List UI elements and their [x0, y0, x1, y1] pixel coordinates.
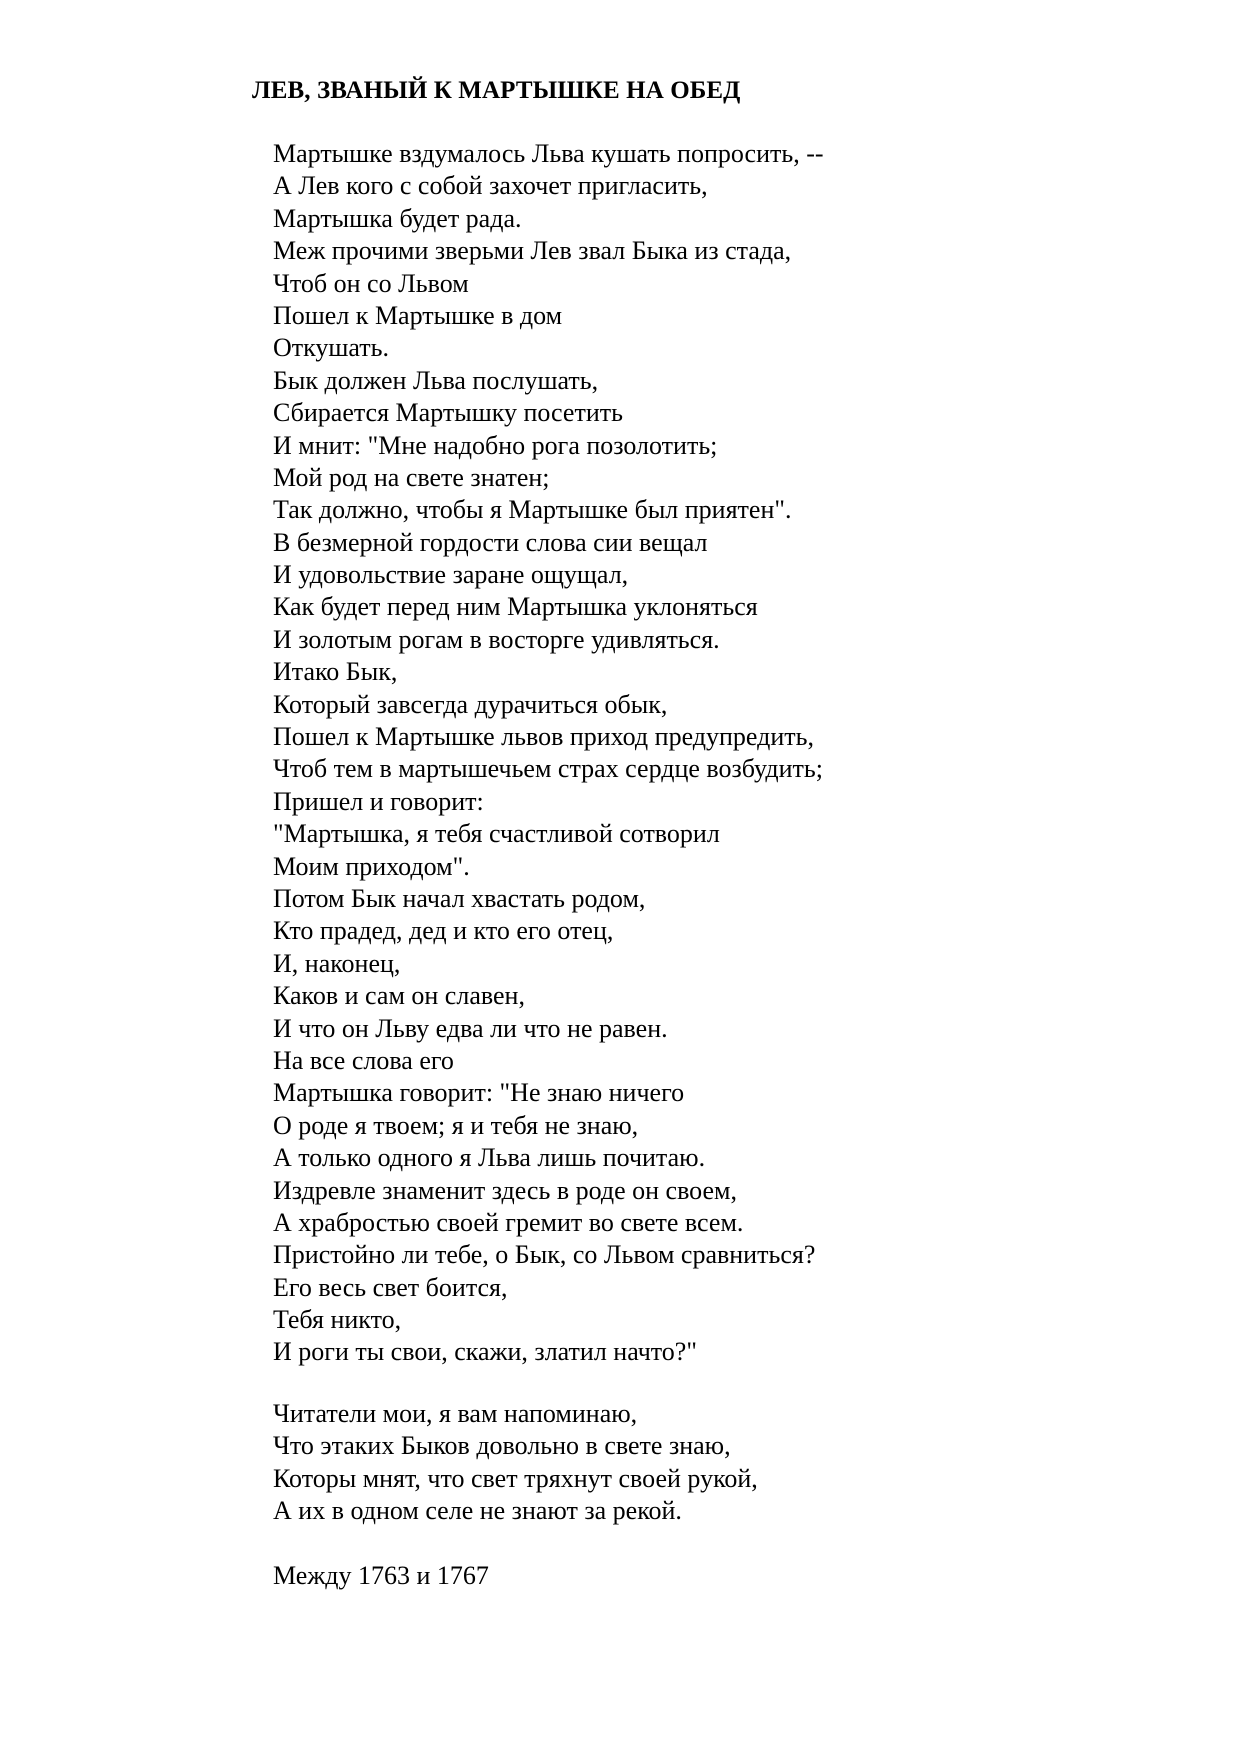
poem-line: Кто прадед, дед и кто его отец, [273, 916, 614, 946]
poem-date: Между 1763 и 1767 [273, 1561, 489, 1590]
poem-line: Мартышка говорит: "Не знаю ничего [273, 1078, 685, 1108]
poem-line: Итако Бык, [273, 657, 398, 687]
poem-line: И, наконец, [273, 948, 401, 978]
poem-stanza-1 [273, 138, 824, 1369]
poem-line: Мартышка будет рада. [273, 203, 522, 233]
poem-line: Тебя никто, [273, 1305, 402, 1335]
poem-line: Потом Бык начал хвастать родом, [273, 883, 646, 913]
poem-line: И мнит: "Мне надобно рога позолотить; [273, 430, 718, 460]
poem-stanza-2 [273, 1398, 758, 1528]
poem-line: Откушать. [273, 333, 390, 363]
poem-line: На все слова его [273, 1045, 454, 1075]
poem-line: Пришел и говорит: [273, 786, 484, 816]
poem-line: А Лев кого с собой захочет пригласить, [273, 171, 708, 201]
poem-line: Мартышке вздумалось Льва кушать попросить, -- [273, 139, 824, 168]
poem-line: Читатели мои, я вам напоминаю, [273, 1399, 638, 1428]
poem-line: Пошел к Мартышке львов приход предупредить, [273, 722, 814, 752]
poem-line: Сбирается Мартышку посетить [273, 398, 623, 428]
poem-line: Издревле знаменит здесь в роде он своем, [273, 1175, 737, 1205]
poem-line: А только одного я Льва лишь почитаю. [273, 1143, 706, 1173]
poem-line: О роде я твоем; я и тебя не знаю, [273, 1110, 639, 1140]
poem-line: Бык должен Льва послушать, [273, 365, 599, 395]
poem-line: Мой род на свете знатен; [273, 462, 550, 492]
poem-line: И что он Льву едва ли что не равен. [273, 1013, 668, 1043]
poem-line: Который завсегда дурачиться обык, [273, 689, 668, 719]
poem-line: В безмерной гордости слова сии вещал [273, 527, 708, 557]
poem-line: Которы мнят, что свет тряхнут своей рукой, [273, 1463, 758, 1493]
poem-line: Как будет перед ним Мартышка уклоняться [273, 592, 758, 622]
poem-line: А их в одном селе не знают за рекой. [273, 1496, 682, 1526]
poem-line: Так должно, чтобы я Мартышке был приятен". [273, 495, 792, 525]
poem-line: Моим приходом". [273, 851, 470, 881]
poem-line: "Мартышка, я тебя счастливой сотворил [273, 819, 720, 849]
poem-line: Его весь свет боится, [273, 1272, 508, 1302]
poem-line: И удовольствие заране ощущал, [273, 560, 629, 590]
poem-title: ЛЕВ, ЗВАНЫЙ К МАРТЫШКЕ НА ОБЕД [252, 77, 741, 104]
poem-line: Чтоб тем в мартышечьем страх сердце возбудить; [273, 754, 823, 784]
poem-line: Каков и сам он славен, [273, 981, 525, 1011]
poem-line: И золотым рогам в восторге удивляться. [273, 624, 720, 654]
poem-line: И роги ты свои, скажи, златил начто?" [273, 1337, 697, 1367]
poem-line: А храбростью своей гремит во свете всем. [273, 1207, 744, 1237]
poem-line: Чтоб он со Львом [273, 268, 469, 298]
poem-line: Пошел к Мартышке в дом [273, 300, 563, 330]
poem-line: Меж прочими зверьми Лев звал Быка из стада, [273, 236, 792, 266]
poem-line: Что этаких Быков довольно в свете знаю, [273, 1431, 731, 1461]
poem-line: Пристойно ли тебе, о Бык, со Львом сравниться? [273, 1240, 816, 1270]
